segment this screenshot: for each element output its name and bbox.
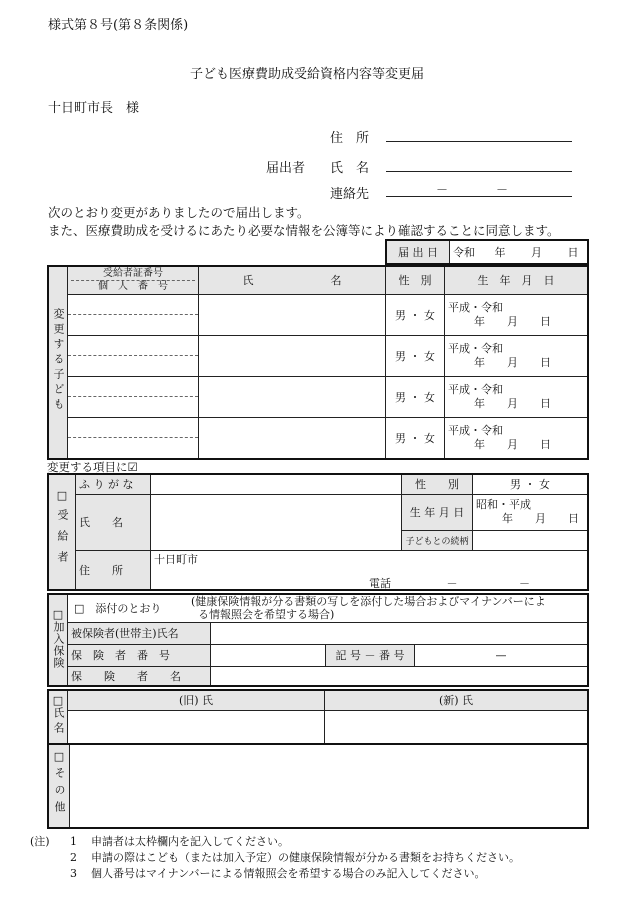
child-name-cell[interactable] <box>199 376 386 417</box>
form-number: 様式第８号(第８条関係) <box>48 18 189 33</box>
child-birth-cell[interactable]: 平成・令和 年 月 日 <box>445 335 589 376</box>
child-row <box>48 294 588 335</box>
child-birth-cell[interactable]: 平成・令和 年 月 日 <box>445 376 589 417</box>
insurance-checkbox[interactable]: □ <box>52 608 64 621</box>
relation-label: 子どもとの続柄 <box>402 530 473 550</box>
applicant-name-label: 氏 名 <box>330 161 370 176</box>
child-sex-header: 性 別 <box>386 266 445 294</box>
insured-name-label: 被保険者(世帯主)氏名 <box>68 622 211 644</box>
recipient-sex-field[interactable]: 男 ・ 女 <box>473 474 589 494</box>
submit-date-box <box>385 239 589 265</box>
applicant-address-label: 住 所 <box>330 131 370 146</box>
statement-2: また、医療費助成を受けるにあたり必要な情報を公簿等により確認することに同意します。 <box>48 223 560 238</box>
child-name-cell[interactable] <box>199 294 386 335</box>
furigana-label: ふ り が な <box>76 474 151 494</box>
children-table <box>47 265 589 460</box>
insurer-name-label: 保 険 者 名 <box>68 666 211 686</box>
insured-name-field[interactable] <box>211 622 589 644</box>
insurer-number-label: 保 険 者 番 号 <box>68 644 211 666</box>
child-sex-cell[interactable]: 男 ・ 女 <box>386 417 445 459</box>
child-birth-header: 生 年 月 日 <box>445 266 589 294</box>
child-sex-cell[interactable]: 男 ・ 女 <box>386 376 445 417</box>
contact-separator: － <box>496 183 509 197</box>
applicant-address-field[interactable] <box>386 141 572 142</box>
old-name-field[interactable] <box>68 710 325 744</box>
furigana-field[interactable] <box>151 474 402 494</box>
recipient-birth-field[interactable]: 昭和・平成 年 月 日 <box>473 494 589 530</box>
child-name-cell[interactable] <box>199 335 386 376</box>
recipient-side[interactable] <box>48 474 76 590</box>
submit-date-field[interactable] <box>450 240 589 264</box>
child-number-cell[interactable] <box>68 294 199 335</box>
child-row <box>48 417 588 459</box>
recipient-checkbox[interactable]: □ <box>56 488 68 502</box>
child-row <box>48 376 588 417</box>
child-number-cell[interactable] <box>68 335 199 376</box>
old-name-header: (旧) 氏 <box>68 690 325 710</box>
recipient-name-field[interactable] <box>151 494 402 550</box>
insurance-side-label: 加入保険 <box>52 621 65 669</box>
other-table <box>47 743 589 829</box>
symbol-number-field[interactable]: — <box>415 644 589 666</box>
insurer-number-field[interactable] <box>211 644 326 666</box>
child-sex-cell[interactable]: 男 ・ 女 <box>386 294 445 335</box>
child-name-cell[interactable] <box>199 417 386 459</box>
child-sex-cell[interactable]: 男 ・ 女 <box>386 335 445 376</box>
recipient-table <box>47 473 589 591</box>
attach-note-2: る情報照会を希望する場合) <box>198 608 335 622</box>
insurance-table <box>47 593 589 687</box>
applicant-contact-field[interactable] <box>386 196 572 197</box>
applicant-label: 届出者 <box>266 161 306 176</box>
submit-date-label: 届 出 日 <box>386 240 450 264</box>
attach-option[interactable]: □ 添付のとおり <box>74 602 162 615</box>
phone-label: 電話 <box>369 576 391 590</box>
other-field[interactable] <box>70 744 589 828</box>
submit-date-year: 年 <box>494 246 506 259</box>
children-side-label: 変更する子ども <box>48 266 68 459</box>
submit-date-day: 日 <box>567 246 579 259</box>
contact-separator: － <box>436 183 449 197</box>
statement-1: 次のとおり変更がありましたので届出します。 <box>48 205 310 220</box>
relation-field[interactable] <box>473 530 589 550</box>
note-item: 1 申請者は太枠欄内を記入してください。 <box>70 835 289 848</box>
other-side[interactable] <box>48 744 70 828</box>
cert-number-header: 受給者証番号 個 人 番 号 <box>68 266 199 294</box>
other-checkbox[interactable]: □ <box>53 750 65 763</box>
symbol-number-label: 記 号 － 番 号 <box>326 644 415 666</box>
change-items-label: 変更する項目に☑ <box>47 460 138 474</box>
recipient-sex-label: 性 別 <box>402 474 473 494</box>
submit-date-era: 令和 <box>453 246 475 259</box>
insurance-side[interactable] <box>48 594 68 686</box>
notes-prefix: (注) <box>30 835 50 848</box>
child-row <box>48 335 588 376</box>
submit-date-month: 月 <box>531 246 542 259</box>
new-name-header: (新) 氏 <box>325 690 589 710</box>
name-change-side[interactable] <box>48 690 68 744</box>
child-number-cell[interactable] <box>68 376 199 417</box>
attach-note-1: (健康保険情報が分る書類の写しを添付した場合およびマイナンバーによ <box>191 595 546 609</box>
recipient-name-label: 氏 名 <box>76 494 151 550</box>
other-side-label: その他 <box>53 767 66 818</box>
addressee: 十日町市長 様 <box>48 101 140 116</box>
note-item: 2 申請の際はこども（または加入予定）の健康保険情報が分かる書類をお持ちください。 <box>70 851 520 864</box>
name-change-table <box>47 689 589 745</box>
applicant-name-field[interactable] <box>386 171 572 172</box>
child-birth-cell[interactable]: 平成・令和 年 月 日 <box>445 417 589 459</box>
insurer-name-field[interactable] <box>211 666 589 686</box>
child-name-header: 氏 名 <box>199 266 386 294</box>
note-item: 3 個人番号はマイナンバーによる情報照会を希望する場合のみ記入してください。 <box>70 867 486 880</box>
form-title: 子ども医療費助成受給資格内容等変更届 <box>190 67 425 82</box>
child-birth-cell[interactable]: 平成・令和 年 月 日 <box>445 294 589 335</box>
recipient-side-label: 受給者 <box>56 508 69 572</box>
address-prefix: 十日町市 <box>154 552 198 566</box>
attach-row[interactable] <box>68 594 589 622</box>
recipient-birth-label: 生 年 月 日 <box>402 494 473 530</box>
applicant-contact-label: 連絡先 <box>330 187 370 202</box>
new-name-field[interactable] <box>325 710 589 744</box>
recipient-address-field[interactable]: 十日町市 電話 － － <box>151 550 589 590</box>
name-change-side-label: 氏名 <box>52 707 65 737</box>
name-change-checkbox[interactable]: □ <box>52 694 64 707</box>
child-number-cell[interactable] <box>68 417 199 459</box>
recipient-address-label: 住 所 <box>76 550 151 590</box>
